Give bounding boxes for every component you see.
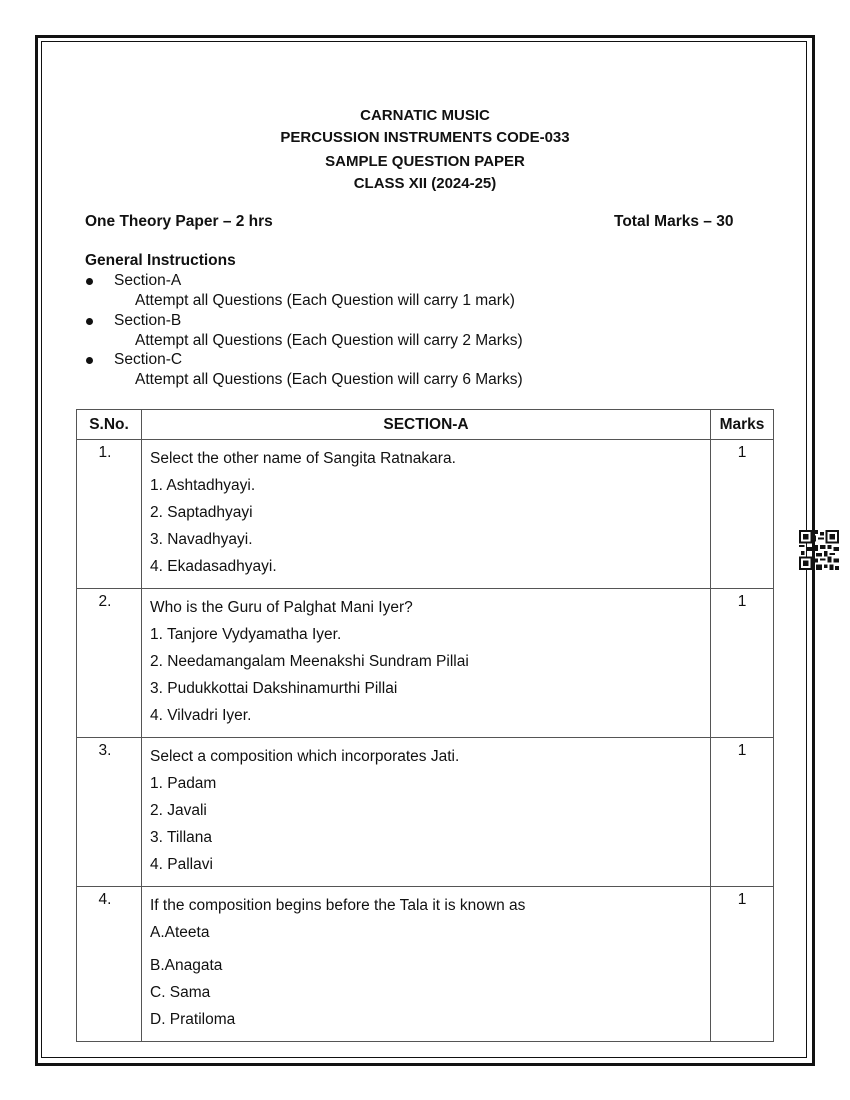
question-marks: 1: [711, 738, 774, 887]
bullet-icon: [86, 318, 93, 325]
option: 2. Javali: [150, 802, 207, 819]
question-table: [76, 409, 774, 1042]
option: D. Pratiloma: [150, 1011, 236, 1028]
question-number: 1.: [77, 440, 142, 589]
option: 4. Vilvadri Iyer.: [150, 707, 252, 724]
option: 4. Ekadasadhyayi.: [150, 558, 277, 575]
question-cell: [142, 887, 711, 1042]
question-marks: 1: [711, 440, 774, 589]
option: C. Sama: [150, 984, 211, 1001]
sno-header: S.No.: [77, 410, 142, 440]
section-a-instruction: Attempt all Questions (Each Question will carry 1 mark): [135, 292, 515, 309]
question-number: 3.: [77, 738, 142, 887]
section-header: SECTION-A: [142, 410, 711, 440]
option: 4. Pallavi: [150, 856, 213, 873]
paper-type: SAMPLE QUESTION PAPER: [325, 153, 525, 170]
general-instructions-title: General Instructions: [85, 252, 236, 269]
section-a-name: Section-A: [114, 272, 182, 289]
marks-header: Marks: [711, 410, 774, 440]
question-cell: [142, 589, 711, 738]
section-b-instruction: Attempt all Questions (Each Question will carry 2 Marks): [135, 332, 523, 349]
table-row: [77, 440, 774, 589]
question-cell: [142, 738, 711, 887]
option: B.Anagata: [150, 957, 223, 974]
option: 2. Saptadhyayi: [150, 504, 253, 521]
total-marks-label: Total Marks – 30: [614, 213, 734, 230]
table-header-row: [77, 410, 774, 440]
paper-code: PERCUSSION INSTRUMENTS CODE-033: [280, 129, 570, 146]
question-cell: [142, 440, 711, 589]
class-year: CLASS XII (2024-25): [353, 175, 497, 192]
qr-code-icon: [799, 530, 839, 570]
option: 2. Needamangalam Meenakshi Sundram Pillai: [150, 653, 469, 670]
table-row: [77, 887, 774, 1042]
question-text: Who is the Guru of Palghat Mani Iyer?: [150, 599, 413, 616]
option: 1. Tanjore Vydyamatha Iyer.: [150, 626, 342, 643]
bullet-icon: [86, 278, 93, 285]
question-marks: 1: [711, 589, 774, 738]
section-c-name: Section-C: [114, 351, 183, 368]
table-row: [77, 738, 774, 887]
question-text: Select the other name of Sangita Ratnakara.: [150, 450, 456, 467]
question-number: 4.: [77, 887, 142, 1042]
option: A.Ateeta: [150, 924, 210, 941]
bullet-icon: [86, 357, 93, 364]
option: 3. Pudukkottai Dakshinamurthi Pillai: [150, 680, 398, 697]
section-b-name: Section-B: [114, 312, 182, 329]
option: 1. Ashtadhyayi.: [150, 477, 256, 494]
question-number: 2.: [77, 589, 142, 738]
question-marks: 1: [711, 887, 774, 1042]
table-row: [77, 589, 774, 738]
option: 1. Padam: [150, 775, 217, 792]
section-c-instruction: Attempt all Questions (Each Question will carry 6 Marks): [135, 371, 523, 388]
option: 3. Tillana: [150, 829, 213, 846]
duration-label: One Theory Paper – 2 hrs: [85, 213, 273, 230]
option: 3. Navadhyayi.: [150, 531, 253, 548]
question-text: Select a composition which incorporates Jati.: [150, 748, 460, 765]
subject-title: CARNATIC MUSIC: [360, 107, 490, 124]
question-text: If the composition begins before the Tala it is known as: [150, 897, 526, 914]
